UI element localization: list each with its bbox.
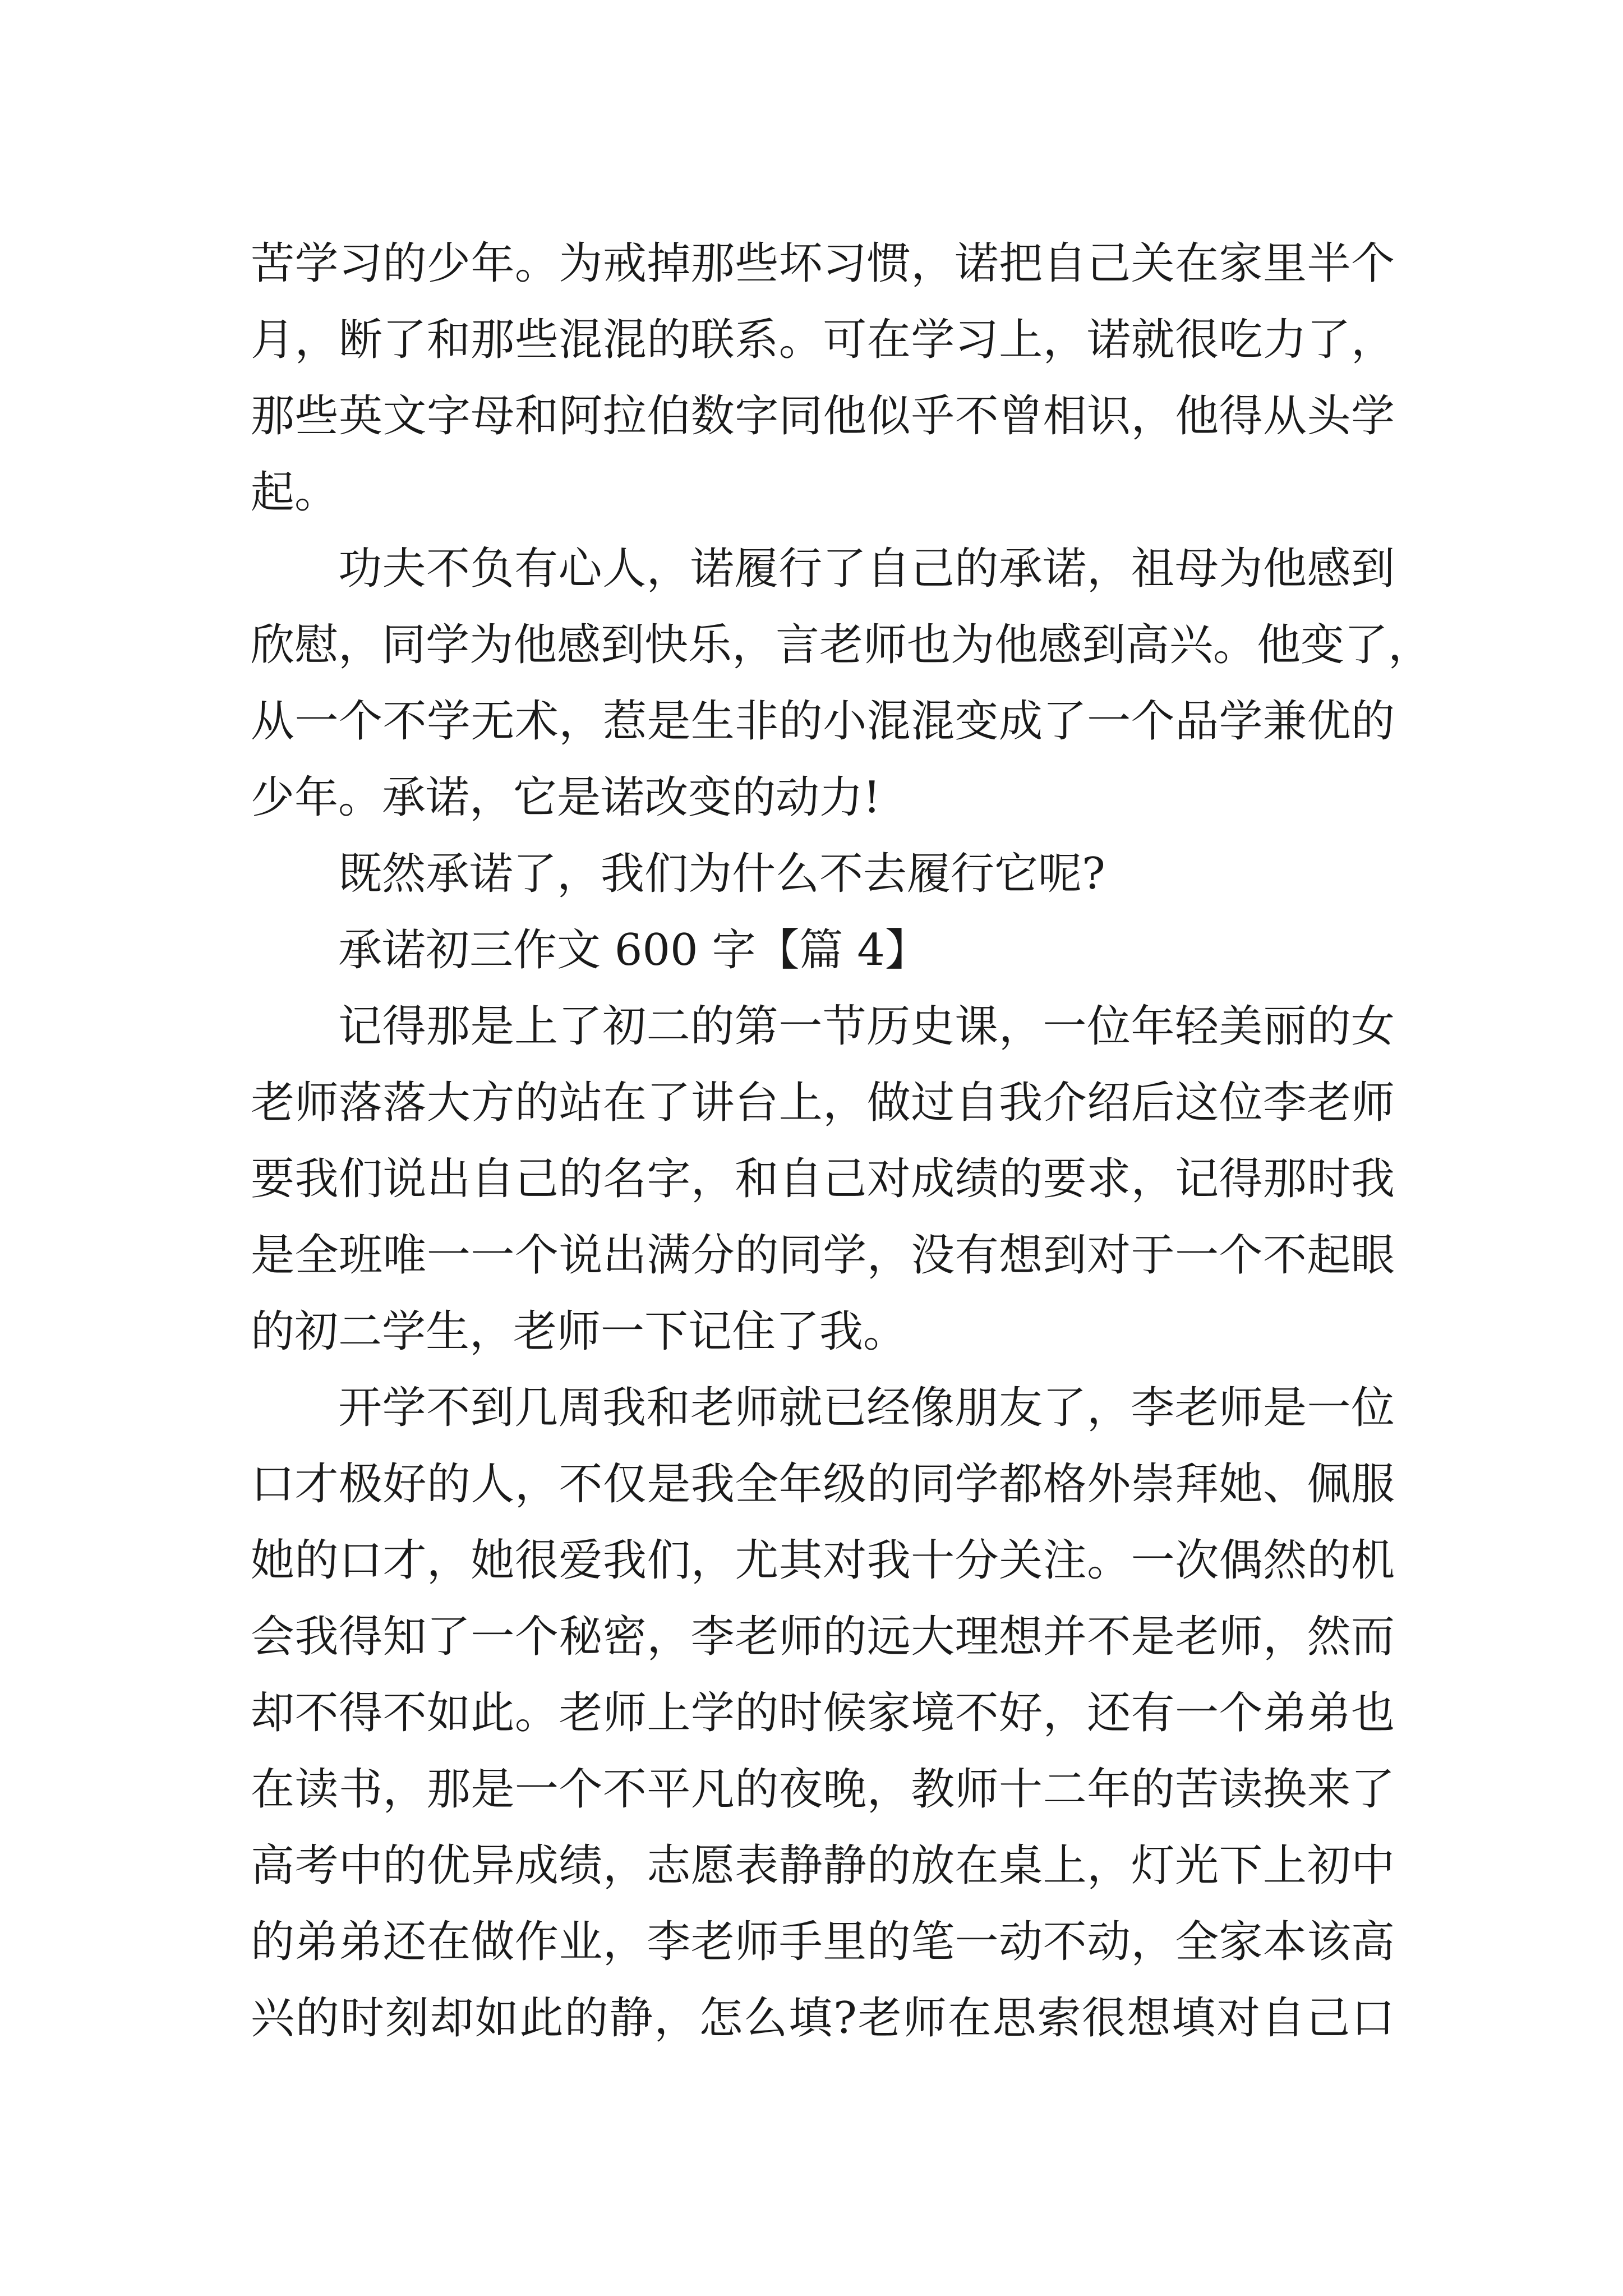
heading-text: 承诺初三作文 600 字【篇 4】 xyxy=(338,925,929,976)
text-line: 少年。承诺，它是诺改变的动力! xyxy=(251,772,881,823)
document-body xyxy=(251,226,1432,2056)
paragraph xyxy=(251,836,1395,912)
paragraph xyxy=(251,1370,1395,2056)
text-line: 的初二学生，老师一下记住了我。 xyxy=(251,1306,907,1357)
text-line: 记得那是上了初二的第一节历史课，一位年轻美丽的女 xyxy=(338,1001,1395,1052)
paragraph xyxy=(251,531,1432,836)
text-line: 在读书，那是一个不平凡的夜晚，教师十二年的苦读换来了 xyxy=(251,1764,1395,1815)
text-line: 老师落落大方的站在了讲台上，做过自我介绍后这位李老师 xyxy=(251,1078,1395,1128)
paragraph xyxy=(251,988,1395,1370)
text-line: 既然承诺了，我们为什么不去履行它呢? xyxy=(338,849,1105,899)
text-line: 月，断了和那些混混的联系。可在学习上，诺就很吃力了， xyxy=(251,315,1395,365)
text-line: 起。 xyxy=(251,467,339,518)
text-line: 会我得知了一个秘密，李老师的远大理想并不是老师，然而 xyxy=(251,1612,1395,1662)
text-line: 口才极好的人，不仅是我全年级的同学都格外崇拜她、佩服 xyxy=(251,1459,1395,1510)
text-line: 高考中的优异成绩，志愿表静静的放在桌上，灯光下上初中 xyxy=(251,1841,1395,1891)
text-line: 开学不到几周我和老师就已经像朋友了，李老师是一位 xyxy=(338,1383,1395,1433)
text-line: 苦学习的少年。为戒掉那些坏习惯，诺把自己关在家里半个 xyxy=(251,238,1395,289)
text-line: 功夫不负有心人，诺履行了自己的承诺，祖母为他感到 xyxy=(338,544,1395,594)
text-line: 她的口才，她很爱我们，尤其对我十分关注。一次偶然的机 xyxy=(251,1535,1395,1586)
text-line: 那些英文字母和阿拉伯数字同他似乎不曾相识，他得从头学 xyxy=(251,391,1395,441)
text-line: 从一个不学无术，惹是生非的小混混变成了一个品学兼优的 xyxy=(251,696,1395,747)
paragraph xyxy=(251,226,1395,531)
text-line: 兴的时刻却如此的静，怎么填?老师在思索很想填对自己口 xyxy=(251,1993,1395,2044)
text-line: 要我们说出自己的名字，和自己对成绩的要求，记得那时我 xyxy=(251,1154,1395,1204)
text-line: 欣慰，同学为他感到快乐，言老师也为他感到高兴。他变了， xyxy=(251,620,1432,670)
text-line: 却不得不如此。老师上学的时候家境不好，还有一个弟弟也 xyxy=(251,1688,1395,1738)
text-line: 的弟弟还在做作业，李老师手里的笔一动不动，全家本该高 xyxy=(251,1917,1395,1967)
text-line: 是全班唯一一个说出满分的同学，没有想到对于一个不起眼 xyxy=(251,1230,1395,1281)
section-heading xyxy=(251,912,1395,988)
